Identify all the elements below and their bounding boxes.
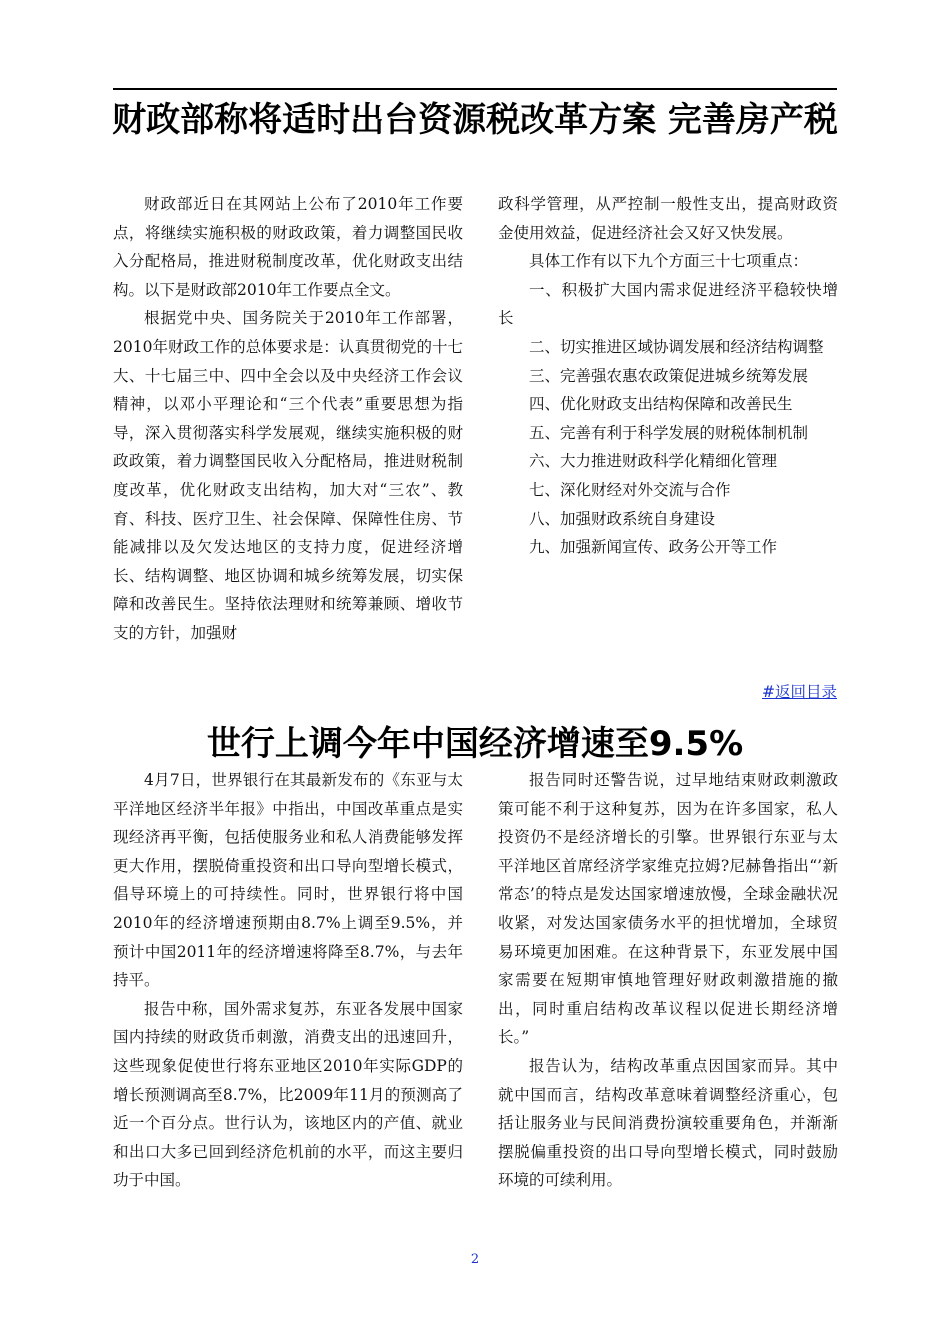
- article1-paragraph-continuation: 政科学管理，从严控制一般性支出，提高财政资金使用效益，促进经济社会又好又快发展。: [498, 195, 838, 242]
- article1-list-item-2: 二、切实推进区域协调发展和经济结构调整: [529, 337, 824, 356]
- article2-title: 世行上调今年中国经济增速至9.5%: [206, 724, 744, 764]
- article2-right-column: [498, 766, 838, 1195]
- page-number: 2: [470, 1252, 480, 1267]
- article1-list-item-9: 九、加强新闻宣传、政务公开等工作: [529, 538, 778, 557]
- back-to-toc-link[interactable]: #返回目录: [762, 683, 837, 701]
- article2-paragraph-3: 报告同时还警告说，过早地结束财政刺激政策可能不利于这种复苏，因为在许多国家，私人投资仍不是经济增长的引擎。世界银行东亚与太平洋地区首席经济学家维克拉姆?尼赫鲁指出“’新常态’的特点是发达国家增速放慢，全球金融状况收紧，对发达国家债务水平的担忧增加，全球贸易环境更加困难。在这种背景下，东亚发展中国家需要在短期审慎地管理好财政刺激措施的撤出，同时重启结构改革议程以促进长期经济增长。”: [498, 771, 838, 1047]
- article1-paragraph-2: 根据党中央、国务院关于2010年工作部署，2010年财政工作的总体要求是：认真贯彻党的十七大、十七届三中、四中全会以及中央经济工作会议精神，以邓小平理论和“三个代表”重要思想为指导，深入贯彻落实科学发展观，继续实施积极的财政政策，着力调整国民收入分配格局，推进财税制度改革，优化财政支出结构，加大对“三农”、教育、科技、医疗卫生、社会保障、保障性住房、节能减排以及欠发达地区的支持力度，促进经济增长、结构调整、地区协调和城乡统筹发展，切实保障和改善民生。坚持依法理财和统筹兼顾、增收节支的方针，加强财: [113, 309, 463, 642]
- article1-list-item-1: 一、积极扩大国内需求促进经济平稳较快增长: [498, 280, 838, 328]
- article1-left-column: [113, 190, 463, 648]
- article2-paragraph-4: 报告认为，结构改革重点因国家而异。其中就中国而言，结构改革意味着调整经济重心，包括让服务业与民间消费扮演较重要角色，并渐渐摆脱偏重投资的出口导向型增长模式，同时鼓励环境的可续利用。: [498, 1056, 838, 1190]
- article2-left-column: [113, 766, 463, 1195]
- article1-title: 财政部称将适时出台资源税改革方案 完善房产税: [112, 100, 838, 140]
- article2-paragraph-1: 4月7日，世界银行在其最新发布的《东亚与太平洋地区经济半年报》中指出，中国改革重点是实现经济再平衡，包括使服务业和私人消费能够发挥更大作用，摆脱倚重投资和出口导向型增长模式，倡导环境上的可持续性。同时，世界银行将中国2010年的经济增速预期由8.7%上调至9.5%，并预计中国2011年的经济增速将降至8.7%，与去年持平。: [113, 771, 463, 990]
- article1-list-item-3: 三、完善强农惠农政策促进城乡统筹发展: [529, 366, 809, 385]
- article1-list-intro: 具体工作有以下九个方面三十七项重点：: [529, 252, 809, 271]
- article1-right-column: [498, 190, 838, 562]
- article1-paragraph-1: 财政部近日在其网站上公布了2010年工作要点，将继续实施积极的财政政策，着力调整国民收入分配格局，推进财税制度改革，优化财政支出结构。以下是财政部2010年工作要点全文。: [113, 195, 463, 299]
- article1-list-item-6: 六、大力推进财政科学化精细化管理: [529, 452, 778, 471]
- article1-list-item-8: 八、加强财政系统自身建设: [529, 509, 716, 528]
- article2-paragraph-2: 报告中称，国外需求复苏，东亚各发展中国家国内持续的财政货币刺激，消费支出的迅速回升，这些现象促使世行将东亚地区2010年实际GDP的增长预测调高至8.7%，比2009年11月的预测高了近一个百分点。世行认为，该地区内的产值、就业和出口大多已回到经济危机前的水平，而这主要归功于中国。: [113, 999, 463, 1190]
- header-rule: [113, 88, 837, 90]
- article1-list-item-5: 五、完善有利于科学发展的财税体制机制: [529, 423, 809, 442]
- article1-list-item-7: 七、深化财经对外交流与合作: [529, 480, 731, 499]
- article1-list-item-4: 四、优化财政支出结构保障和改善民生: [529, 395, 793, 414]
